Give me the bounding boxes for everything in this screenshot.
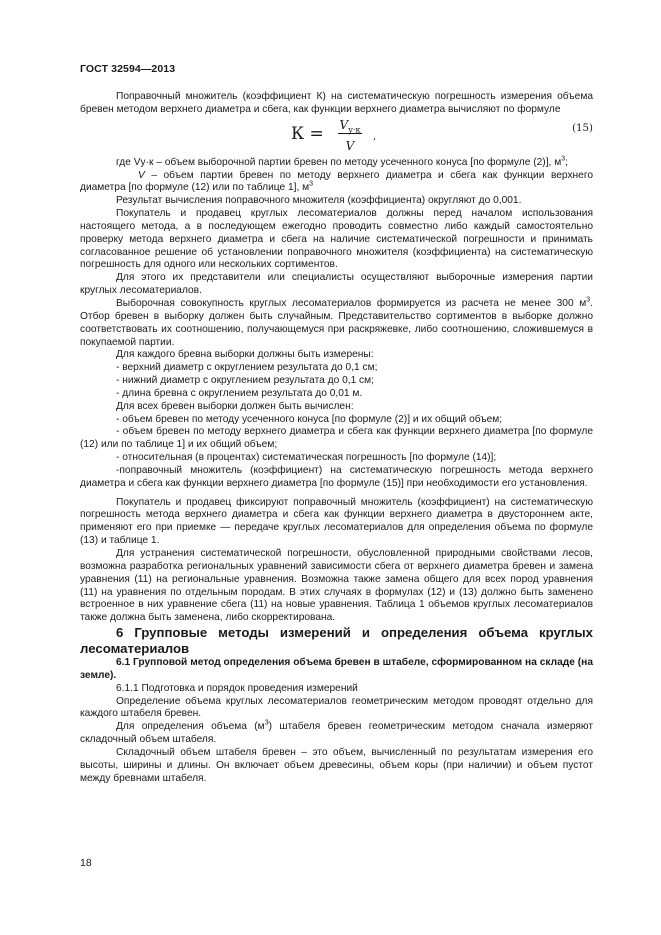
paragraph: Покупатель и продавец круглых лесоматериалов должны перед началом использования настоящего метода, а в последующем ежегодно проводить совместно либо каждый самостоятельно проверку метода верхнего диаметра и сбега на наличие систематической погрешности и принимать согласованное решение об установлении поправочного множителя (коэффициента) на систематическую погрешность для одного или нескольких сортиментов. [80, 208, 593, 271]
paragraph: Поправочный множитель (коэффициент К) на систематическую погрешность измерения объема бревен методом верхнего диаметра и сбега, как функции верхнего диаметра вычисляют по формуле [80, 91, 593, 115]
subsection-heading-6-1-1: 6.1.1 Подготовка и порядок проведения измерений [116, 682, 358, 694]
paragraph: Складочный объем штабеля бревен – это объем, вычисленный по результатам измерения его высоты, ширины и длины. Он включает объем древесины, объем коры (при наличии) и объем пустот между бревнами штабеля. [80, 746, 593, 784]
paragraph: Для устранения систематической погрешности, обусловленной природными свойствами лесов, возможна разработка региональных уравнений зависимости сбега от верхнего диаметра бревен и замена уравнения (11) на региональные уравнения. Возможна также замена общего для всех пород уравнения (11) на уравнения по отдельным породам. В этих случаях в формулах (12) и (13) должно быть заменено встроенное в них уравнение сбега (11) на новые уравнения. Таблица 1 объемов круглых лесоматериалов также должна быть заменена, либо скорректирована. [80, 548, 593, 624]
list-item: - верхний диаметр с округлением результата до 0,1 см; [116, 362, 378, 374]
formula-fraction [332, 119, 368, 153]
section-heading-6-1: 6.1 Групповой метод определения объема бревен в штабеле, сформированном на складе (на земле). [80, 657, 593, 681]
paragraph: Для этого их представители или специалисты осуществляют выборочные измерения партии круглых лесоматериалов. [80, 272, 593, 297]
list-item: - объем бревен по методу усеченного конуса [по формуле (2)] и их общий объем; [116, 413, 503, 425]
list-item: - объем бревен по методу верхнего диаметра и сбега как функции верхнего диаметра [по формуле (12) или по таблице 1] и их общий объем; [80, 426, 593, 451]
page-number: 18 [80, 857, 92, 869]
list-item: - нижний диаметр с округлением результата до 0,1 см; [116, 375, 374, 387]
document-header: ГОСТ 32594—2013 [80, 63, 176, 75]
paragraph: Определение объема круглых лесоматериалов геометрическим методом проводят отдельно для каждого штабеля бревен. [80, 695, 593, 720]
list-item: -поправочный множитель (коэффициент) на систематическую погрешность метода верхнего диаметра и сбега как функции верхнего диаметра [по формуле (15)] при необходимости его установления. [80, 464, 593, 489]
formula-15 [80, 119, 593, 155]
formula-lhs: К = [291, 123, 324, 144]
formula-numerator: $V_{у\cdot к}$ [339, 117, 361, 135]
list-item: - длина бревна с округлением результата до 0,01 м. [116, 387, 363, 399]
formula-number: (15) [572, 122, 593, 134]
paragraph: Результат вычисления поправочного множителя (коэффициента) округляют до 0,001. [116, 195, 522, 207]
list-item: - относительная (в процентах) систематическая погрешность [по формуле (14)]; [116, 452, 497, 464]
formula-comma: , [373, 130, 377, 142]
paragraph: Выборочная совокупность круглых лесоматериалов формируется из расчета не менее 300 $м^3$. Отбор бревен в выборку должен быть случайным. Представительство сортиментов в выборке должно соответствовать их соотношению, получающемуся при раскряжевке, либо соотношению, сложившемуся в покупаемой партии. [80, 296, 593, 348]
paragraph: Для каждого бревна выборки должны быть измерены: [116, 349, 374, 361]
document-body [80, 91, 593, 786]
definition-v: V – объем партии бревен по методу верхнего диаметра и сбега как функции верхнего диаметра [по формуле (12) или по таблице 1], $м^3$ [80, 169, 593, 194]
section-heading-6: 6 Групповые методы измерений и определения объема круглых лесоматериалов [80, 625, 593, 657]
paragraph: Для определения объема $(м^3)$ штабеля бревен геометрическим методом сначала измеряют складочный объем штабеля. [80, 719, 593, 746]
definition-vuk: где Vу·к – объем выборочной партии бревен по методу усеченного конуса [по формуле (2)], $м^3$; [116, 155, 568, 168]
formula-denominator: V [345, 138, 355, 153]
paragraph: Для всех бревен выборки должен быть вычислен: [116, 400, 354, 412]
paragraph: Покупатель и продавец фиксируют поправочный множитель (коэффициент) на систематическую погрешность метода верхнего диаметра и сбега как функции верхнего диаметра в двустороннем акте, применяют его при приемке — передаче круглых лесоматериалов для определения объема по формуле (13) и таблице 1. [80, 496, 593, 547]
